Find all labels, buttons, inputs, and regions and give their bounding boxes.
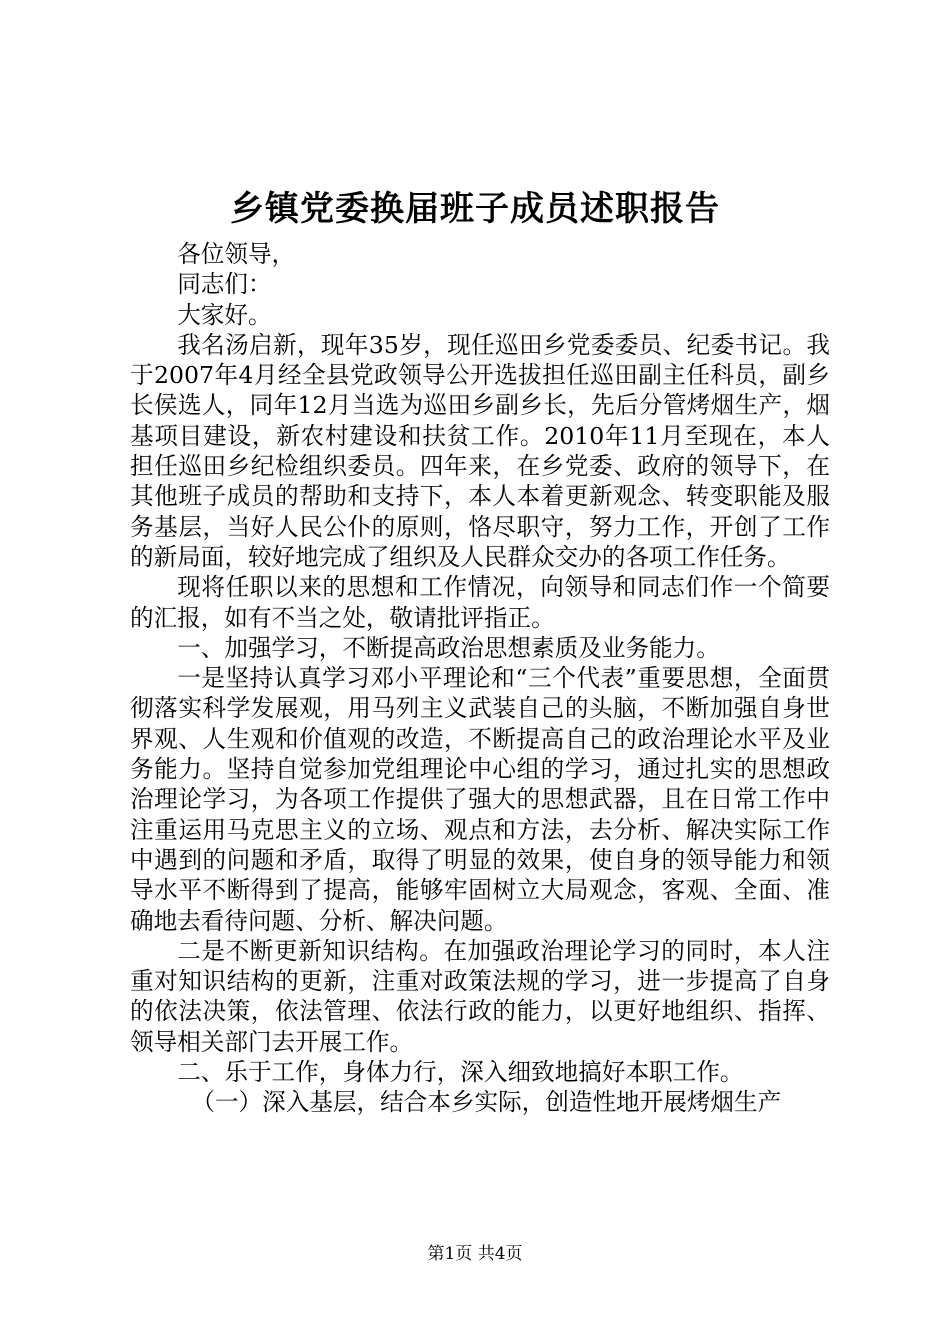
section-heading-2: 二、乐于工作，身体力行，深入细致地搞好本职工作。: [177, 1058, 744, 1087]
paragraph-report-preface: 现将任职以来的思想和工作情况，向领导和同志们作一个简要的汇报，如有不当之处，敬请批评指正。: [130, 573, 830, 632]
paragraph-study-1: 一是坚持认真学习邓小平理论和“三个代表”重要思想，全面贯彻落实科学发展观，用马列主义武装自己的头脑，不断加强自身世界观、人生观和价值观的改造，不断提高自己的政治理论水平及业务能力。坚持自觉参加党组理论中心组的学习，通过扎实的思想政治理论学习，为各项工作提供了强大的思想武器，且在日常工作中注重运用马克思主义的立场、观点和方法，去分析、解决实际工作中遇到的问题和矛盾，取得了明显的效果，使自身的领导能力和领导水平不断得到了提高，能够牢固树立大局观念，客观、全面、准确地去看待问题、分析、解决问题。: [130, 664, 830, 935]
document-title: 乡镇党委换届班子成员述职报告: [230, 189, 720, 229]
salutation-comrades: 同志们：: [177, 270, 272, 299]
salutation-leaders: 各位领导，: [177, 240, 296, 268]
document-body: [130, 239, 830, 1118]
greeting: 大家好。: [177, 300, 272, 329]
section-heading-1: 一、加强学习，不断提高政治思想素质及业务能力。: [177, 633, 720, 662]
paragraph-introduction: 我名汤启新，现年35岁，现任巡田乡党委委员、纪委书记。我于2007年4月经全县党政领导公开选拔担任巡田副主任科员，副乡长侯选人，同年12月当选为巡田乡副乡长，先后分管烤烟生产，烟基项目建设，新农村建设和扶贫工作。2010年11月至现在，本人担任巡田乡纪检组织委员。四年来，在乡党委、政府的领导下，在其他班子成员的帮助和支持下，本人本着更新观念、转变职能及服务基层，当好人民公仆的原则，恪尽职守，努力工作，开创了工作的新局面，较好地完成了组织及人民群众交办的各项工作任务。: [130, 330, 830, 571]
page-footer: 第1页 共4页: [427, 1244, 523, 1264]
paragraph-study-2: 二是不断更新知识结构。在加强政治理论学习的同时，本人注重对知识结构的更新，注重对政策法规的学习，进一步提高了自身的依法决策，依法管理、依法行政的能力，以更好地组织、指挥、领导相关部门去开展工作。: [130, 936, 830, 1056]
subsection-heading-1: （一）深入基层，结合本乡实际，创造性地开展烤烟生产: [191, 1088, 782, 1117]
